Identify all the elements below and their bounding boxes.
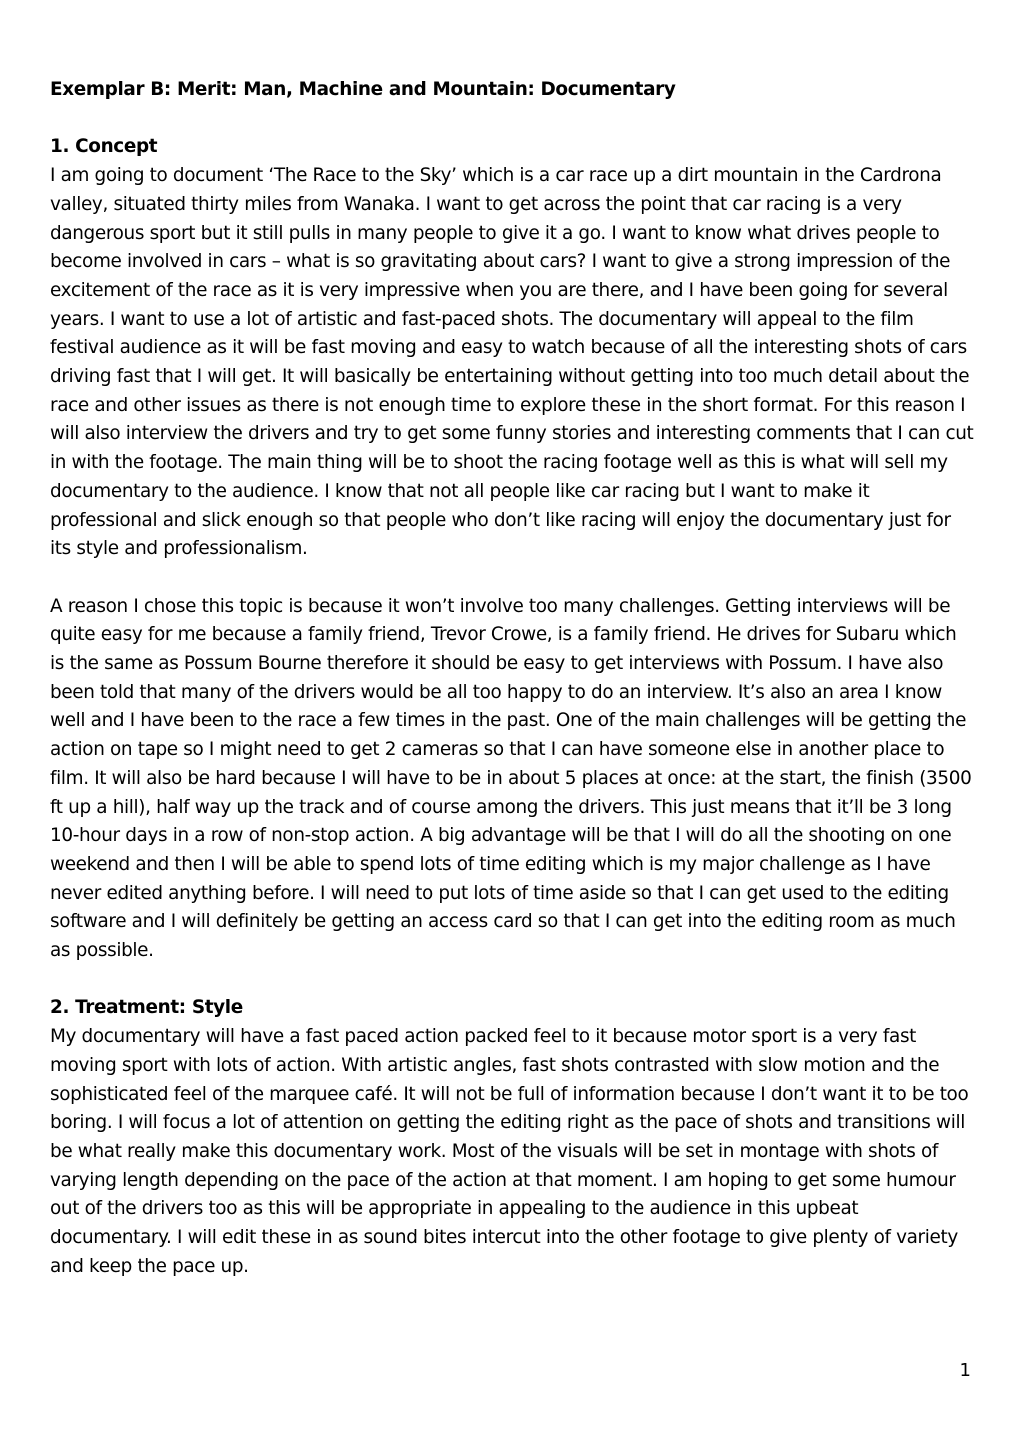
page-number: 1 — [959, 1360, 971, 1381]
concept-paragraph-1: I am going to document ‘The Race to the Sky’ which is a car race up a dirt mountain in the Cardrona valley, situated thirty miles from Wanaka. I want to get across the point that car racing is a very dangerous sport but it still pulls in many people to give it a go. I want to know what drives people to become involved in cars – what is so gravitating about cars? I want to give a strong impression of the excitement of the race as it is very impressive when you are there, and I have been going for several years. I want to use a lot of artistic and fast-paced shots. The documentary will appeal to the film festival audience as it will be fast moving and easy to watch because of all the interesting shots of cars driving fast that I will get. It will basically be entertaining without getting into too much detail about the race and other issues as there is not enough time to explore these in the short format. For this reason I will also interview the drivers and try to get some funny stories and interesting comments that I can cut in with the footage. The main thing will be to shoot the racing footage well as this is what will sell my documentary to the audience. I know that not all people like car racing but I want to make it professional and slick enough so that people who don’t like racing will enjoy the documentary just for its style and professionalism. — [50, 165, 974, 560]
spacer — [50, 966, 975, 995]
document-page — [50, 76, 975, 1281]
spacer — [50, 564, 975, 593]
section-heading-treatment-style: 2. Treatment: Style — [50, 997, 243, 1019]
document-title: Exemplar B: Merit: Man, Machine and Mountain: Documentary — [50, 79, 676, 100]
treatment-paragraph-1: My documentary will have a fast paced action packed feel to it because motor sport is a very fast moving sport with lots of action. With artistic angles, fast shots contrasted with slow motion and the sophisticated feel of the marquee café. It will not be full of information because I don’t want it to be too boring. I will focus a lot of attention on getting the editing right as the pace of shots and transitions will be what really make this documentary work. Most of the visuals will be set in montage with shots of varying length depending on the pace of the action at that moment. I am hoping to get some humour out of the drivers too as this will be appropriate in appealing to the audience in this upbeat documentary. I will edit these in as sound bites intercut into the other footage to give plenty of variety and keep the pace up. — [50, 1026, 969, 1277]
spacer — [50, 105, 975, 134]
concept-paragraph-2: A reason I chose this topic is because it won’t involve too many challenges. Getting interviews will be quite easy for me because a family friend, Trevor Crowe, is a family friend. He drives for Subaru which is the same as Possum Bourne therefore it should be easy to get interviews with Possum. I have also been told that many of the drivers would be all too happy to do an interview. It’s also an area I know well and I have been to the race a few times in the past. One of the main challenges will be getting the action on tape so I might need to get 2 cameras so that I can have someone else in another place to film. It will also be hard because I will have to be in about 5 places at once: at the start, the finish (3500 ft up a hill), half way up the track and of course among the drivers. This just means that it’ll be 3 long 10-hour days in a row of non-stop action. A big advantage will be that I will do all the shooting on one weekend and then I will be able to spend lots of time editing which is my major challenge as I have never edited anything before. I will need to put lots of time aside so that I can get used to the editing software and I will definitely be getting an access card so that I can get into the editing room as much as possible. — [50, 595, 972, 962]
section-heading-concept: 1. Concept — [50, 136, 158, 158]
